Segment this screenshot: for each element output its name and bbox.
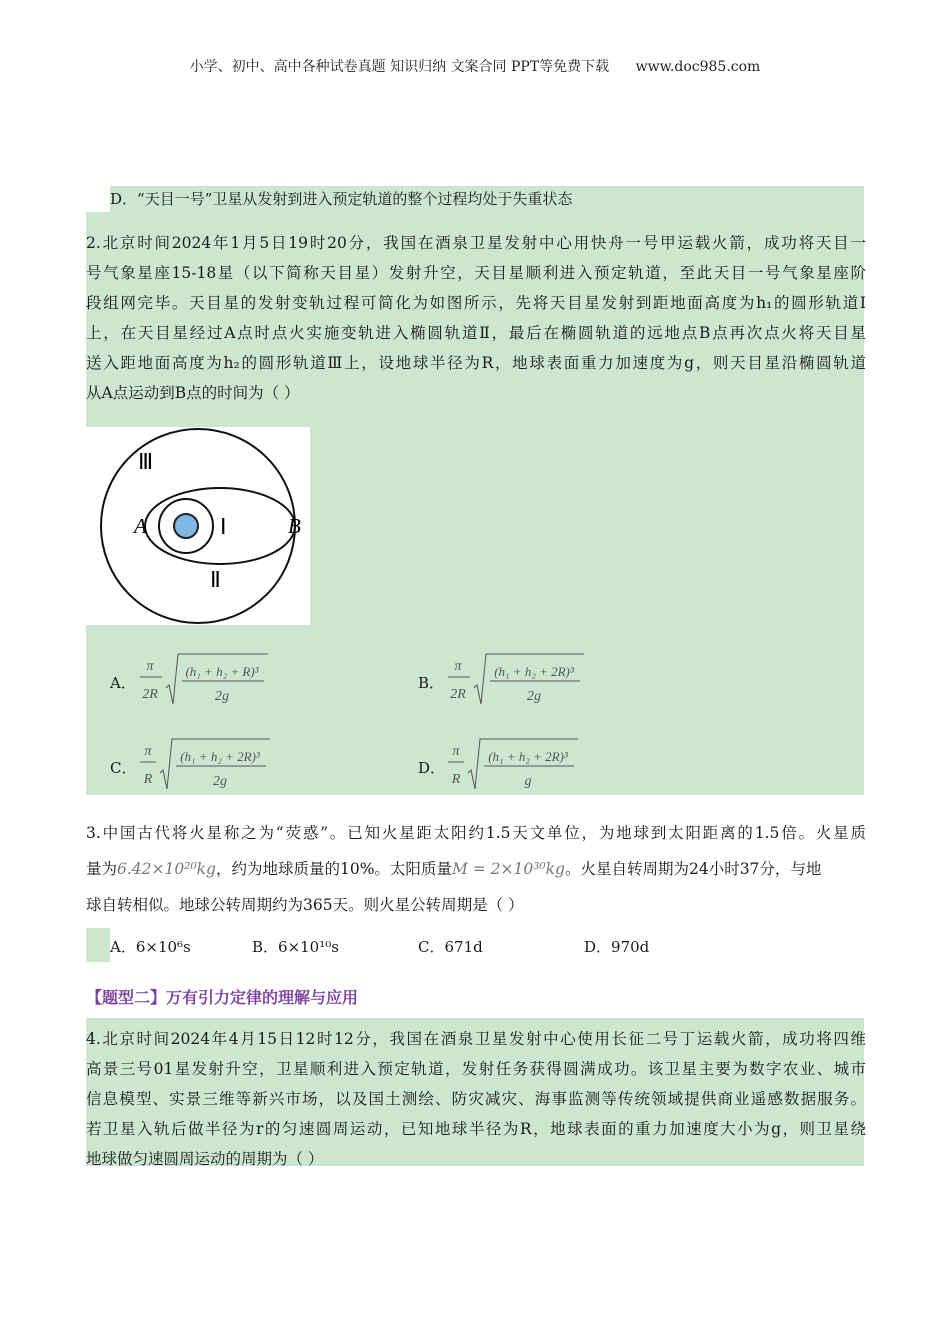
- svg-text:2g: 2g: [215, 689, 229, 704]
- question-2-text: [86, 228, 866, 408]
- svg-text:2g: 2g: [527, 689, 541, 704]
- q2-line-4: 上，在天目星经过A点时点火实施变轨进入椭圆轨道Ⅱ，最后在椭圆轨道的远地点B点再次点火将天目星: [86, 324, 866, 342]
- header-text: 小学、初中、高中各种试卷真题 知识归纳 文案合同 PPT等免费下载: [189, 59, 610, 75]
- q4-line-4: 若卫星入轨后做半径为r的匀速圆周运动，已知地球半径为R，地球表面的重力加速度大小为g，则卫星绕: [86, 1120, 866, 1138]
- q1-option-d: D．“天目一号”卫星从发射到进入预定轨道的整个过程均处于失重状态: [110, 190, 573, 208]
- q4-line-3: 信息模型、实景三维等新兴市场，以及国土测绘、防灾减灾、海事监测等传统领域提供商业遥感数据服务。: [86, 1090, 866, 1108]
- q2-option-c-label[interactable]: C．: [110, 759, 137, 777]
- q2-option-b-label[interactable]: B．: [418, 674, 445, 692]
- q2-line-3: 段组网完毕。天目星的发射变轨过程可简化为如图所示，先将天目星发射到距地面高度为h₁的圆形轨道Ⅰ: [86, 294, 866, 312]
- label-iii: Ⅲ: [138, 449, 154, 474]
- label-b: B: [288, 514, 301, 538]
- svg-text:(h₁ + h₂ + 2R)³: (h₁ + h₂ + 2R)³: [494, 664, 574, 679]
- q2-option-c-formula: [138, 735, 278, 793]
- svg-text:π: π: [146, 659, 154, 674]
- svg-text:(h₁ + h₂ + 2R)³: (h₁ + h₂ + 2R)³: [180, 749, 260, 764]
- q2-option-a-label[interactable]: A．: [110, 674, 136, 692]
- q3-line-2: 量为6.42×10²⁰kg，约为地球质量的10%。太阳质量M = 2×10³⁰kg。火星自转周期为24小时37分，与地: [86, 860, 822, 878]
- svg-text:R: R: [451, 772, 461, 787]
- question-4-text: [86, 1024, 866, 1174]
- label-a: A: [134, 514, 147, 538]
- q3-option-c[interactable]: C．671d: [418, 938, 483, 956]
- svg-text:π: π: [454, 659, 462, 674]
- q2-option-b-formula: [446, 650, 594, 708]
- sun-mass: M = 2×10³⁰kg: [451, 860, 565, 878]
- q2-line-5: 送入距地面高度为h₂的圆形轨道Ⅲ上，设地球半径为R，地球表面重力加速度为g，则天目星沿椭圆轨道: [86, 354, 866, 372]
- q3-line-3: 球自转相似。地球公转周期约为365天。则火星公转周期是（ ）: [86, 896, 524, 914]
- svg-text:2R: 2R: [142, 687, 158, 702]
- q2-option-d-formula: [446, 735, 586, 793]
- highlight-band-q3-optA: [86, 928, 110, 962]
- q2-line-2: 号气象星座15-18星（以下简称天目星）发射升空，天目星顺利进入预定轨道，至此天目一号气象星座阶: [86, 264, 866, 282]
- page-header: [0, 56, 950, 76]
- svg-text:2R: 2R: [450, 687, 466, 702]
- highlight-band-q2-figure-side: [310, 427, 864, 625]
- q2-option-a-formula: [138, 650, 278, 708]
- q2-line-1: 2.北京时间2024年1月5日19时20分，我国在酒泉卫星发射中心用快舟一号甲运载火箭，成功将天目一: [86, 234, 866, 252]
- orbit-diagram: [86, 427, 310, 625]
- q3-option-d[interactable]: D．970d: [584, 938, 650, 956]
- orbit-figure: [86, 427, 310, 625]
- q3-option-b[interactable]: B．6×10¹⁰s: [252, 938, 339, 956]
- q3-line-1: 3.中国古代将火星称之为“荧惑”。已知火星距太阳约1.5天文单位，为地球到太阳距离的1.5倍。火星质: [86, 824, 866, 842]
- svg-text:g: g: [524, 774, 532, 789]
- svg-text:π: π: [144, 744, 152, 759]
- mars-mass: 6.42×10²⁰kg: [117, 860, 216, 878]
- earth-icon: [174, 514, 198, 538]
- q4-line-5: 地球做匀速圆周运动的周期为（ ）: [86, 1150, 324, 1168]
- q2-line-6: 从A点运动到B点的时间为（ ）: [86, 384, 300, 402]
- label-ii: Ⅱ: [210, 567, 221, 592]
- svg-text:(h₁ + h₂ + R)³: (h₁ + h₂ + R)³: [185, 664, 259, 679]
- q4-line-1: 4.北京时间2024年4月15日12时12分，我国在酒泉卫星发射中心使用长征二号丁运载火箭，成功将四维: [86, 1030, 866, 1048]
- section-heading: 【题型二】万有引力定律的理解与应用: [86, 988, 359, 1007]
- svg-text:R: R: [143, 772, 153, 787]
- question-3-text: [86, 815, 866, 923]
- q4-line-2: 高景三号01星发射升空，卫星顺利进入预定轨道，发射任务获得圆满成功。该卫星主要为数字农业、城市: [86, 1060, 866, 1078]
- svg-text:π: π: [452, 744, 460, 759]
- q3-option-a[interactable]: A．6×10⁶s: [110, 938, 191, 956]
- header-url[interactable]: www.doc985.com: [635, 59, 761, 75]
- label-i: Ⅰ: [220, 514, 227, 539]
- q2-option-d-label[interactable]: D．: [418, 759, 446, 777]
- svg-text:(h₁ + h₂ + 2R)³: (h₁ + h₂ + 2R)³: [488, 749, 568, 764]
- svg-text:2g: 2g: [213, 774, 227, 789]
